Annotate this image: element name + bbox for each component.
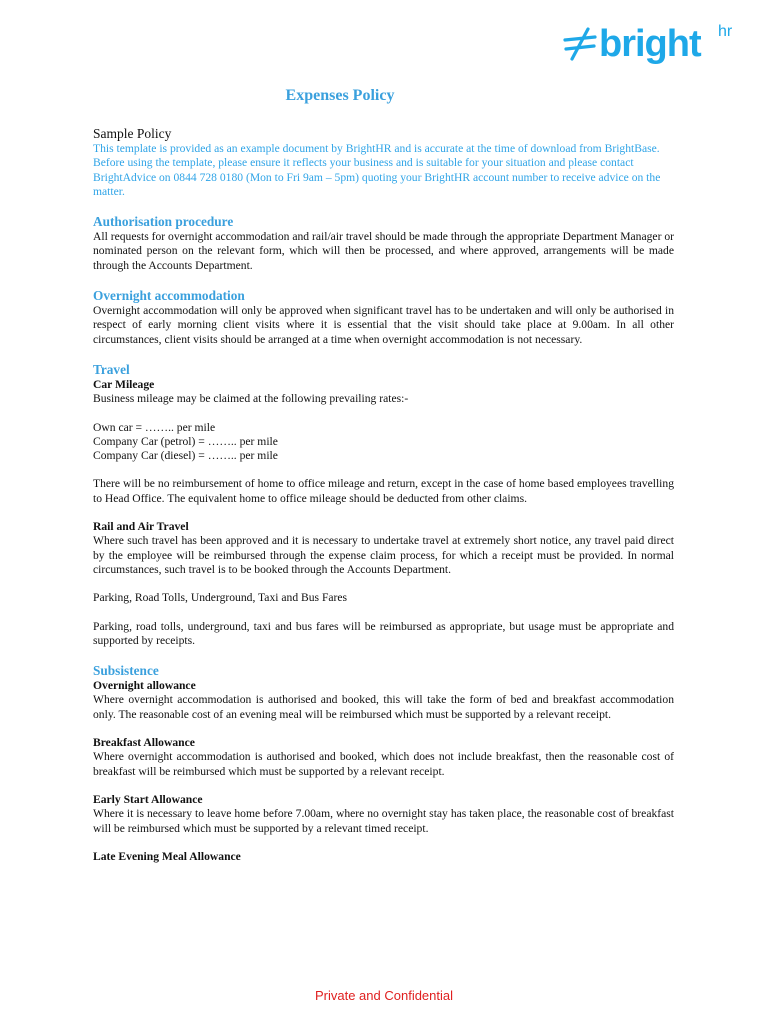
overnight-allowance-heading: Overnight allowance: [93, 679, 196, 693]
logo-superscript: hr: [718, 23, 733, 40]
travel-heading: Travel: [93, 361, 130, 377]
parking-heading: Parking, Road Tolls, Underground, Taxi and Bus Fares: [93, 591, 348, 605]
mileage-rate-company-diesel: Company Car (diesel) = …….. per mile: [93, 449, 278, 463]
bright-star-icon: [562, 26, 598, 62]
document-body: [93, 126, 674, 864]
mileage-rate-own-car: Own car = …….. per mile: [93, 420, 216, 434]
mileage-rate-company-petrol: Company Car (petrol) = …….. per mile: [93, 434, 278, 448]
sample-policy-heading: Sample Policy: [93, 126, 172, 141]
car-mileage-heading: Car Mileage: [93, 377, 155, 391]
document-title: Expenses Policy: [285, 87, 395, 104]
late-evening-heading: Late Evening Meal Allowance: [93, 849, 241, 863]
authorisation-text: All requests for overnight accommodation and rail/air travel should be made through the appropriate Department Manager or nominated person on the relevant form, which will then be processed, and where approved, arrangements will be made through the Accounts Department.: [93, 230, 674, 272]
rail-air-heading: Rail and Air Travel: [93, 520, 189, 534]
early-start-heading: Early Start Allowance: [93, 792, 203, 806]
brighthr-logo: [562, 20, 742, 68]
logo-wordmark: bright: [599, 23, 701, 65]
parking-text: Parking, road tolls, underground, taxi and bus fares will be reimbursed as appropriate, but usage must be appropriate and supported by receipts.: [93, 619, 674, 647]
breakfast-allowance-heading: Breakfast Allowance: [93, 736, 195, 750]
authorisation-heading: Authorisation procedure: [93, 214, 234, 230]
subsistence-heading: Subsistence: [93, 663, 159, 679]
early-start-text: Where it is necessary to leave home before 7.00am, where no overnight stay has taken place, the reasonable cost of breakfast will be reimbursed which must be supported by a relevant timed receipt.: [93, 807, 674, 835]
overnight-accommodation-text: Overnight accommodation will only be approved when significant travel has to be undertaken and will only be authorised in respect of early morning client visits where it is essential that the visit should take place at 9.00am. In all other circumstances, client visits should be arranged at a time when overnight accommodation is not necessary.: [93, 304, 674, 346]
mileage-note: There will be no reimbursement of home to office mileage and return, except in the case of home based employees travelling to Head Office. The equivalent home to office mileage should be deducted from other claims.: [93, 477, 674, 505]
breakfast-allowance-text: Where overnight accommodation is authorised and booked, which does not include breakfast, then the reasonable cost of breakfast will be reimbursed which must be supported by a relevant receipt.: [93, 750, 674, 778]
overnight-allowance-text: Where overnight accommodation is authorised and booked, this will take the form of bed and breakfast accommodation only. The reasonable cost of an evening meal will be reimbursed which must be supported by a relevant receipt.: [93, 693, 674, 721]
footer-confidential: Private and Confidential: [314, 988, 454, 1003]
rail-air-text: Where such travel has been approved and it is necessary to undertake travel at extremely short notice, any travel paid direct by the employee will be reimbursed through the expense claim process, for which a receipt must be provided. In normal circumstances, such travel is to be booked through the Accounts Department.: [93, 534, 674, 576]
overnight-accommodation-heading: Overnight accommodation: [93, 288, 245, 304]
car-mileage-intro: Business mileage may be claimed at the following prevailing rates:-: [93, 392, 409, 406]
template-disclaimer: This template is provided as an example document by BrightHR and is accurate at the time of download from BrightBase. Before using the template, please ensure it reflects your business and is suitable for your situation and please contact BrightAdvice on 0844 728 0180 (Mon to Fri 9am – 5pm) quoting your BrightHR account number to receive advice on the matter.: [93, 142, 661, 198]
